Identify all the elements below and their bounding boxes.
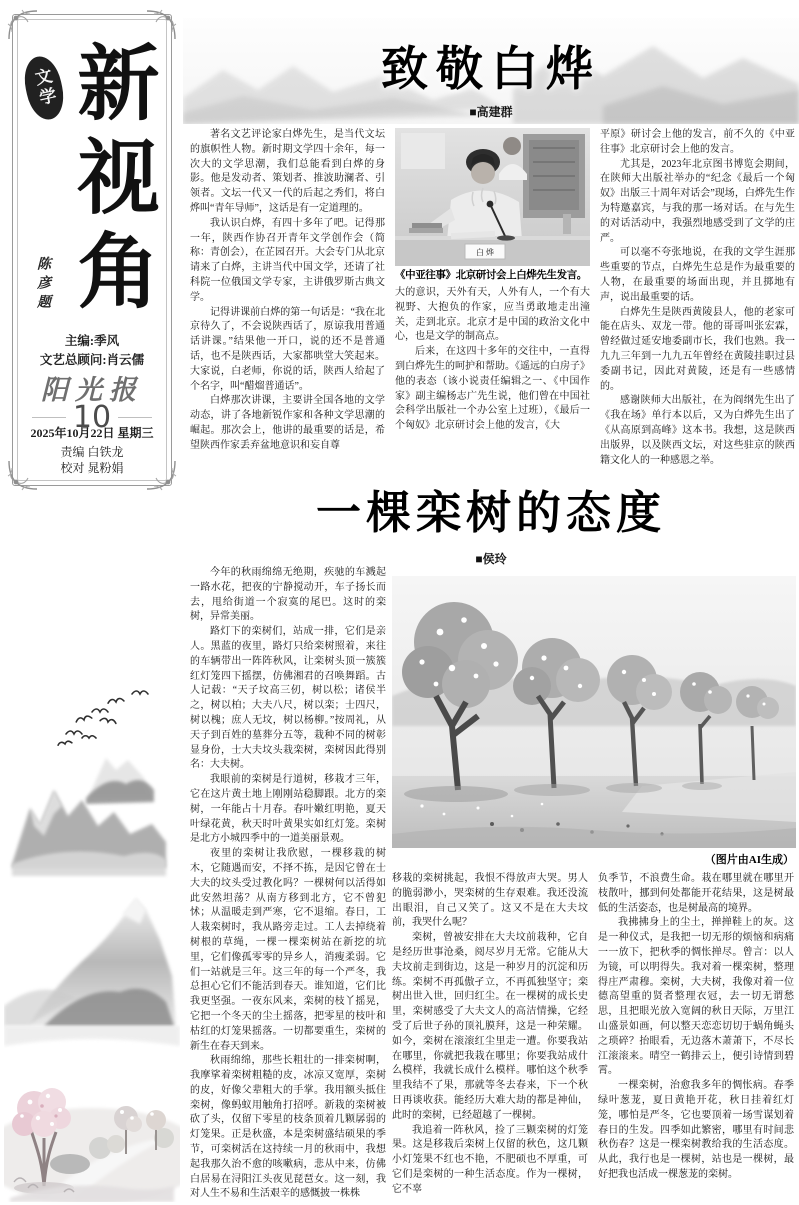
nameplate-text: 白 烨: [476, 248, 494, 257]
article1-column-1: [190, 128, 385, 466]
article1-title: 致敬白烨: [381, 44, 601, 96]
blossom-landscape-icon: [4, 1088, 180, 1202]
birds-icon: [58, 691, 148, 745]
paragraph: 我追着一阵秋风，捡了三颗栾树的灯笼果。这是移栽后栾树上仅留的秋色，这几颗小灯笼果不红也不艳，不肥硕也不厚重，可它们是栾树的一种生活态度。作为一棵树，它不辜: [392, 1124, 588, 1195]
paragraph: 我认识白烨，有四十多年了吧。记得那一年，陕西作协召开青年文学创作会（简称：青创会），在芷园召开。大会专门从北京请来了白烨，主讲当代中国文学，还请了社科院一位俄国文学专家，主讲俄罗斯古典文学。: [190, 217, 385, 303]
paragraph: 路灯下的栾树们，站成一排，它们是亲人。黑蓝的夜里，路灯只给栾树照着，来往的车辆带出一阵阵秋风，让栾树头顶一簇簇红灯笼四下摇摆，仿佛湘君的召唤舞蹈。古人记载：“天子坟高三仞，树以松；诸侯半之，树以柏；大夫八尺，树以栾；士四尺，树以槐；庶人无坟，树以杨柳。”按周礼，从天子到百姓的墓葬分五等，栽种不同的树彰显身份，士大夫坟头栽栾树，栾树因此得别名：大夫树。: [190, 626, 386, 771]
article1-body: [190, 128, 796, 466]
article1-column-2: [395, 128, 590, 466]
article1-column-3: [600, 128, 795, 466]
article1-photo-caption: 《中亚往事》北京研讨会上白烨先生发言。: [395, 270, 587, 281]
paragraph: 大的意识，天外有天，人外有人，一个有大视野、大抱负的作家，应当勇敢地走出潼关，走到北京。北京才是中国的政治文化中心，也是文学的制高点。: [395, 287, 590, 343]
article1-figure: [395, 128, 590, 283]
paragraph: 平原》研讨会上他的发言，前不久的《中亚往事》北京研讨会上他的发言。: [600, 129, 795, 155]
mountain-ridge-icon: [86, 758, 154, 804]
paragraph: 后来，在这四十多年的交往中，一直得到白烨先生的呵护和帮助。《遥远的白房子》他的表态（该小说责任编辑之一、《中国作家》副主编杨志广先生说，他们曾在中国社会科学出版社一个办公室上过班），《最后一个匈奴》北京研讨会上他的发言，《大: [395, 346, 590, 432]
conference-photo: [395, 128, 590, 266]
misty-mountain-icon: [4, 898, 180, 1046]
paragraph: 栾树，曾被安排在大夫坟前栽种，它自是经历世事沧桑，阅尽岁月无常。它能从大夫坟前走到街边，这是一种岁月的沉淀和历练。栾树不再孤傲孑立，不再孤独坚守；栾树出世入世，回归红尘。在一棵树的成长史里，栾树感受了大夫文人的高洁情操，它经受了后世子孙的顶礼膜拜，这是一种荣耀。如今，栾树在滚滚红尘里走一遭。你要我站在哪里，你就把我栽在哪里；你要我站成什么模样，我就长成什么模样。哪怕这个秋季里我结不了果，那就等冬去春来，下一个秋日再谈收获。能经历大难大劫的都是神仙，此时的栾树，已经超越了一棵树。: [392, 932, 588, 1121]
ink-wash-art: [4, 686, 180, 1202]
page-number: 10: [72, 400, 112, 435]
chief-editor-line: 主编:季风: [64, 334, 120, 348]
paragraph: 负季节，不浪费生命。栽在哪里就在哪里开枝散叶，挪到何处都能开花结果，这是树最低的生活姿态，也是树最高的境界。: [598, 873, 794, 914]
art-advisor-line: 文艺总顾问:肖云儒: [39, 353, 145, 367]
paper-name: 阳光报: [41, 375, 143, 406]
article2-column-2: [392, 872, 588, 1205]
calligrapher-signature: 陈彦题: [35, 256, 50, 313]
paragraph: 夜里的栾树让我欣慰，一棵移栽的树木，它随遇而安，不择不拣，是因它曾在士大夫的坟头受过教化吗？一棵树何以活得如此安然坦荡？从南方移到北方，它不曾犯怵；从温暖走到严寒，它不退缩。春日，工人栽栾树时，我从路旁走过。工人去掉绕着树根的草绳，一棵一棵栾树站在新挖的坑里，它们像孤零零的异乡人，消瘦柔弱。它们一站就是三年。这三年的每一个严冬，我总担心它们不能活到春天。谁知道，它们比我更坚强。一夜东风来，栾树的枝丫摇晃，它把一个冬天的尘土摇落，把零星的枝叶和枯红的灯笼果摇落。一切都要重生，栾树的新生在春天到来。: [190, 848, 386, 1052]
article2-column-1: [190, 566, 386, 1205]
editor-lines: [12, 332, 172, 370]
paragraph: 白烨先生是陕西黄陵县人，他的老家可能在店头、双龙一带。他的哥哥叫张宏霖，曾经做过延安地委副市长，我们也熟。我一九九三年到一九九五年曾经在黄陵挂职过县委副书记，因此对黄陵，还是有一些感情的。: [600, 306, 795, 392]
paragraph: 我拂拂身上的尘土，掸掸鞋上的灰。这是一种仪式，是我把一切无形的烦恼和病痛一一放下，把秋季的惆怅掸尽。曾言：以人为镜，可以明得失。我对着一棵栾树，整理得庄严肃穆。栾树，大夫树，我像对着一位德高望重的贤者整理衣冠，去一切无谓愁思，且把眼光放入宽阔的秋日天际，万里江山盛景如画，何以整天恋恋切切于蜗角蝇头之琐碎？抬眼看，无边落木萧萧下，不尽长江滚滚来。晴空一鹤排云上，便引诗情到碧霄。: [598, 917, 794, 1077]
seal-text: 文学: [30, 66, 58, 110]
paragraph: 可以毫不夸张地说，在我的文学生涯那些重要的节点，白烨先生总是作为最重要的人物，在最重要的场面出现，并且掷地有声，说出最重要的话。: [600, 247, 795, 303]
corner-flourish-icon: [144, 8, 178, 42]
paragraph: 记得讲课前白烨的第一句话是：“我在北京待久了，不会说陕西话了，原谅我用普通话讲课。”结果他一开口，说的还不是普通话，也不是陕西话，大家都哄堂大笑起来。大家说，白老师，你说的话，陕西人给起了个名字，叫“醋熘普通话”。: [190, 306, 385, 392]
masthead: [12, 14, 172, 486]
article2-header: [183, 476, 799, 567]
paragraph: 白烨那次讲课，主要讲全国各地的文学动态，讲了各地新锐作家和各种文学思潮的崛起。那次会上，他讲的最重要的话是，希望陕西作家丢弃盆地意识和妄自尊: [190, 395, 385, 451]
paragraph: 今年的秋雨绵绵无绝期，疾驰的车溅起一路水花，把夜的宁静搅动开，车子扬长而去，甩给街道一个寂寞的尾巴。这时的栾树，异常美丽。: [190, 567, 386, 623]
article1-byline: ■高建群: [469, 105, 513, 119]
paragraph: 感谢陕师大出版社，在为阎纲先生出了《我在场》单行本以后，又为白烨先生出了《从高原到高峰》这本书。我想，这是陕西出版界，以及陕西文坛，对这些驻京的陕西籍文化人的一种感恩之举。: [600, 395, 795, 466]
paragraph: 尤其是，2023年北京图书博览会期间，在陕师大出版社举办的“纪念《最后一个匈奴》出版三十周年对话会”现场，白烨先生作为特邀嘉宾，与我的那一场对话。在与先生的对话活动中，我强烈地感受到了文学的庄严。: [600, 158, 795, 244]
rule-right: [118, 417, 152, 418]
article2-title: 一棵栾树的态度: [315, 488, 666, 538]
article2-byline: ■侯玲: [475, 552, 507, 566]
rule-left: [32, 417, 66, 418]
article2-column-3: [598, 872, 794, 1205]
article2-figure: [392, 576, 796, 848]
corner-flourish-icon: [6, 8, 40, 42]
article1-header: [183, 18, 799, 124]
duty-editor: 责编 白铁龙: [60, 445, 124, 459]
article2-photo-caption: （图片由AI生成）: [704, 854, 794, 866]
proofreader: 校对 晁粉娟: [60, 461, 124, 475]
issue-date: 2025年10月22日 星期三: [30, 426, 154, 440]
tree-avenue-photo: [392, 576, 796, 848]
paragraph: 著名文艺评论家白烨先生，是当代文坛的旗帜性人物。新时期文学四十余年，每一次大的文学思潮，我们总能看到白烨的身影。他是发动者、策划者、推波助澜者、引领者。文坛一代又一代的后起之秀们，将白烨叫“青年导师”，这话是有一定道理的。: [190, 129, 385, 214]
paragraph: 我眼前的栾树是行道树，移栽才三年，它在这片黄土地上刚刚站稳脚跟。北方的栾树，一年能占十月春。春叶嫩红明艳，夏天叶绿花黄，秋天时叶黄果实如红灯笼。栾树是北方小城四季中的一道美丽景观。: [190, 774, 386, 845]
masthead-title: 新视角: [64, 40, 160, 322]
paragraph: 一棵栾树，治愈我多年的惆怅病。春季绿叶葱茏，夏日黄艳开花，秋日挂着红灯笼，哪怕是严冬，它也要顶着一场雪谋划着春日的生发。四季如此繁密，哪里有时间悲秋伤春？这是一棵栾树教给我的生活态度。从此，我行也是一棵树，站也是一棵树，最好把我也活成一棵葱茏的栾树。: [598, 1080, 794, 1180]
left-margin-art: [4, 686, 180, 1202]
paragraph: 秋雨绵绵，那些长粗壮的一排栾树啊，我摩挲着栾树粗糙的皮，冰凉又宽厚，栾树的皮，好像父辈粗大的手掌。我用额头抵住栾树，像蚂蚁用触角打招呼。新栽的栾树被砍了头，仅留下零星的枝条顶着几颗孱弱的灯笼果。正是秋盛，本是栾树盛结硕果的季节，可栾树活在这持续一月的秋雨中，我想起我那久治不愈的咳嗽病，悲从中来，仿佛白居易在浔阳江头夜见琵琶女。这一刻，我对人生不易和生活艰辛的感慨披一株株: [190, 1055, 386, 1200]
paragraph: 移栽的栾树挑起，我恨不得放声大哭。男人的脆弱渺小，哭栾树的生存艰难。我还没流出眼泪，自己又笑了。这又不是在大夫坟前，我哭什么呢？: [392, 873, 588, 929]
